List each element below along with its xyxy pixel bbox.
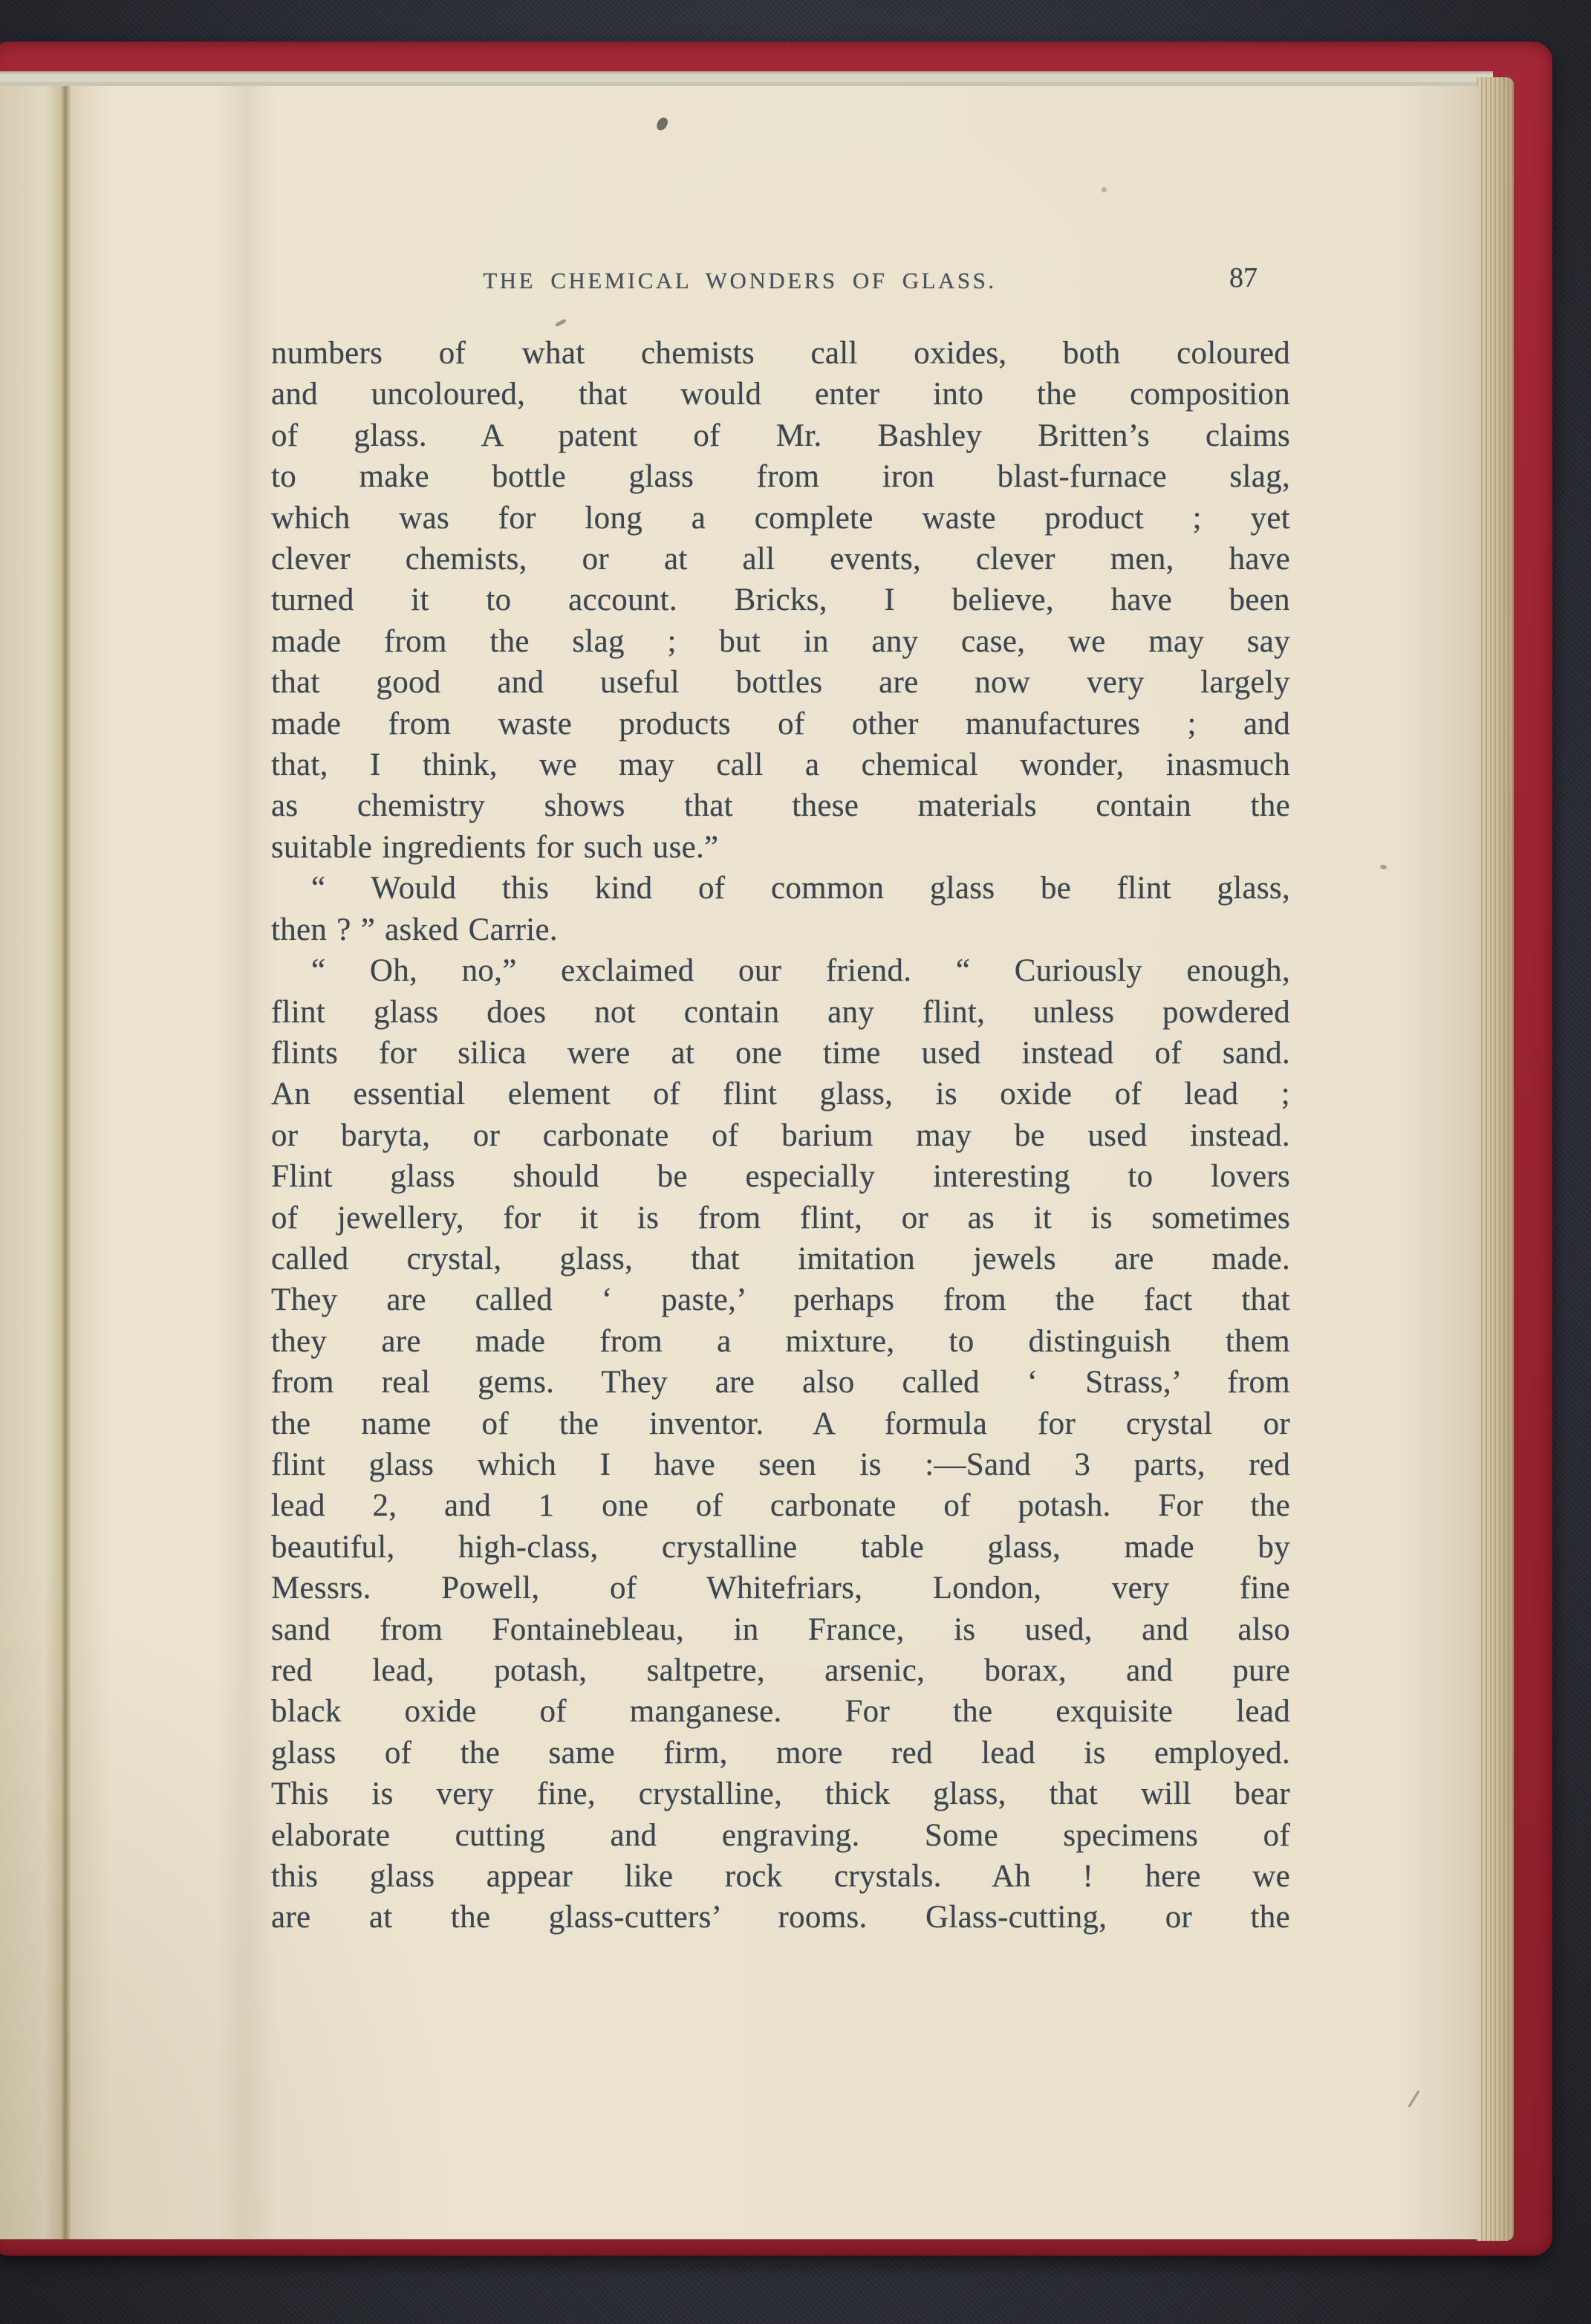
paper-speck [1102,187,1107,192]
text-line: turned it to account. Bricks, I believe, have been [271,582,1290,618]
text-line: and uncoloured, that would enter into the composition [271,377,1290,412]
running-title: THE CHEMICAL WONDERS OF GLASS. [483,267,997,293]
text-line: elaborate cutting and engraving. Some specimens of [271,1817,1290,1853]
text-line: made from waste products of other manufactures ; and [271,706,1290,741]
text-line: They are called ‘ paste,’ perhaps from the fact that [271,1282,1290,1318]
text-line: as chemistry shows that these materials contain the [271,788,1290,824]
text-line: Messrs. Powell, of Whitefriars, London, very fine [271,1571,1290,1606]
text-line: suitable ingredients for such use.” [271,829,719,865]
text-line: they are made from a mixture, to distinguish them [271,1323,1290,1359]
text-line: glass of the same firm, more red lead is employed. [271,1735,1290,1770]
paper-speck [1379,864,1387,870]
book-page [0,86,1480,2239]
text-line: which was for long a complete waste product ; yet [271,500,1290,536]
text-line: An essential element of flint glass, is oxide of lead ; [271,1077,1290,1112]
text-line: or baryta, or carbonate of barium may be used instead. [271,1117,1290,1153]
page-number: 87 [1229,262,1257,293]
text-line: beautiful, high-class, crystalline table glass, made by [271,1529,1290,1565]
ink-speck [655,116,669,132]
paper-scratch [1408,2090,1419,2108]
text-line: “ Oh, no,” exclaimed our friend. “ Curiously enough, [311,953,1290,989]
text-line: sand from Fontainebleau, in France, is used, and also [271,1611,1290,1647]
text-line: that good and useful bottles are now very largely [271,665,1290,701]
text-line: flint glass does not contain any flint, unless powdered [271,994,1290,1030]
text-line: numbers of what chemists call oxides, both coloured [271,336,1290,371]
text-line: flints for silica were at one time used instead of sand. [271,1035,1290,1071]
text-line: lead 2, and 1 one of carbonate of potash. For the [271,1488,1290,1524]
text-line: the name of the inventor. A formula for crystal or [271,1406,1290,1441]
page-block-fore-edge [1477,77,1514,2241]
text-line: “ Would this kind of common glass be flint glass, [311,871,1290,906]
text-line: made from the slag ; but in any case, we may say [271,623,1290,659]
text-line: to make bottle glass from iron blast-furnace slag, [271,459,1290,495]
page-header [0,263,1480,299]
text-line: of glass. A patent of Mr. Bashley Britten’s claims [271,418,1290,453]
text-line: Flint glass should be especially interesting to lovers [271,1159,1290,1195]
text-line: black oxide of manganese. For the exquisite lead [271,1694,1290,1730]
gutter-shadow [0,86,89,2239]
text-line: are at the glass-cutters’ rooms. Glass-cutting, or the [271,1900,1290,1935]
text-line: red lead, potash, saltpetre, arsenic, borax, and pure [271,1653,1290,1688]
text-body [271,333,1290,1938]
text-line: this glass appear like rock crystals. Ah ! here we [271,1859,1290,1895]
text-line: then ? ” asked Carrie. [271,912,558,947]
text-line: of jewellery, for it is from flint, or as it is sometimes [271,1200,1290,1236]
text-line: clever chemists, or at all events, clever men, have [271,542,1290,577]
text-line: that, I think, we may call a chemical wonder, inasmuch [271,747,1290,783]
text-line: This is very fine, crystalline, thick glass, that will bear [271,1776,1290,1812]
text-line: flint glass which I have seen is :—Sand 3 parts, red [271,1447,1290,1482]
ink-speck [555,319,567,328]
text-line: called crystal, glass, that imitation jewels are made. [271,1241,1290,1276]
text-line: from real gems. They are also called ‘ Strass,’ from [271,1365,1290,1400]
